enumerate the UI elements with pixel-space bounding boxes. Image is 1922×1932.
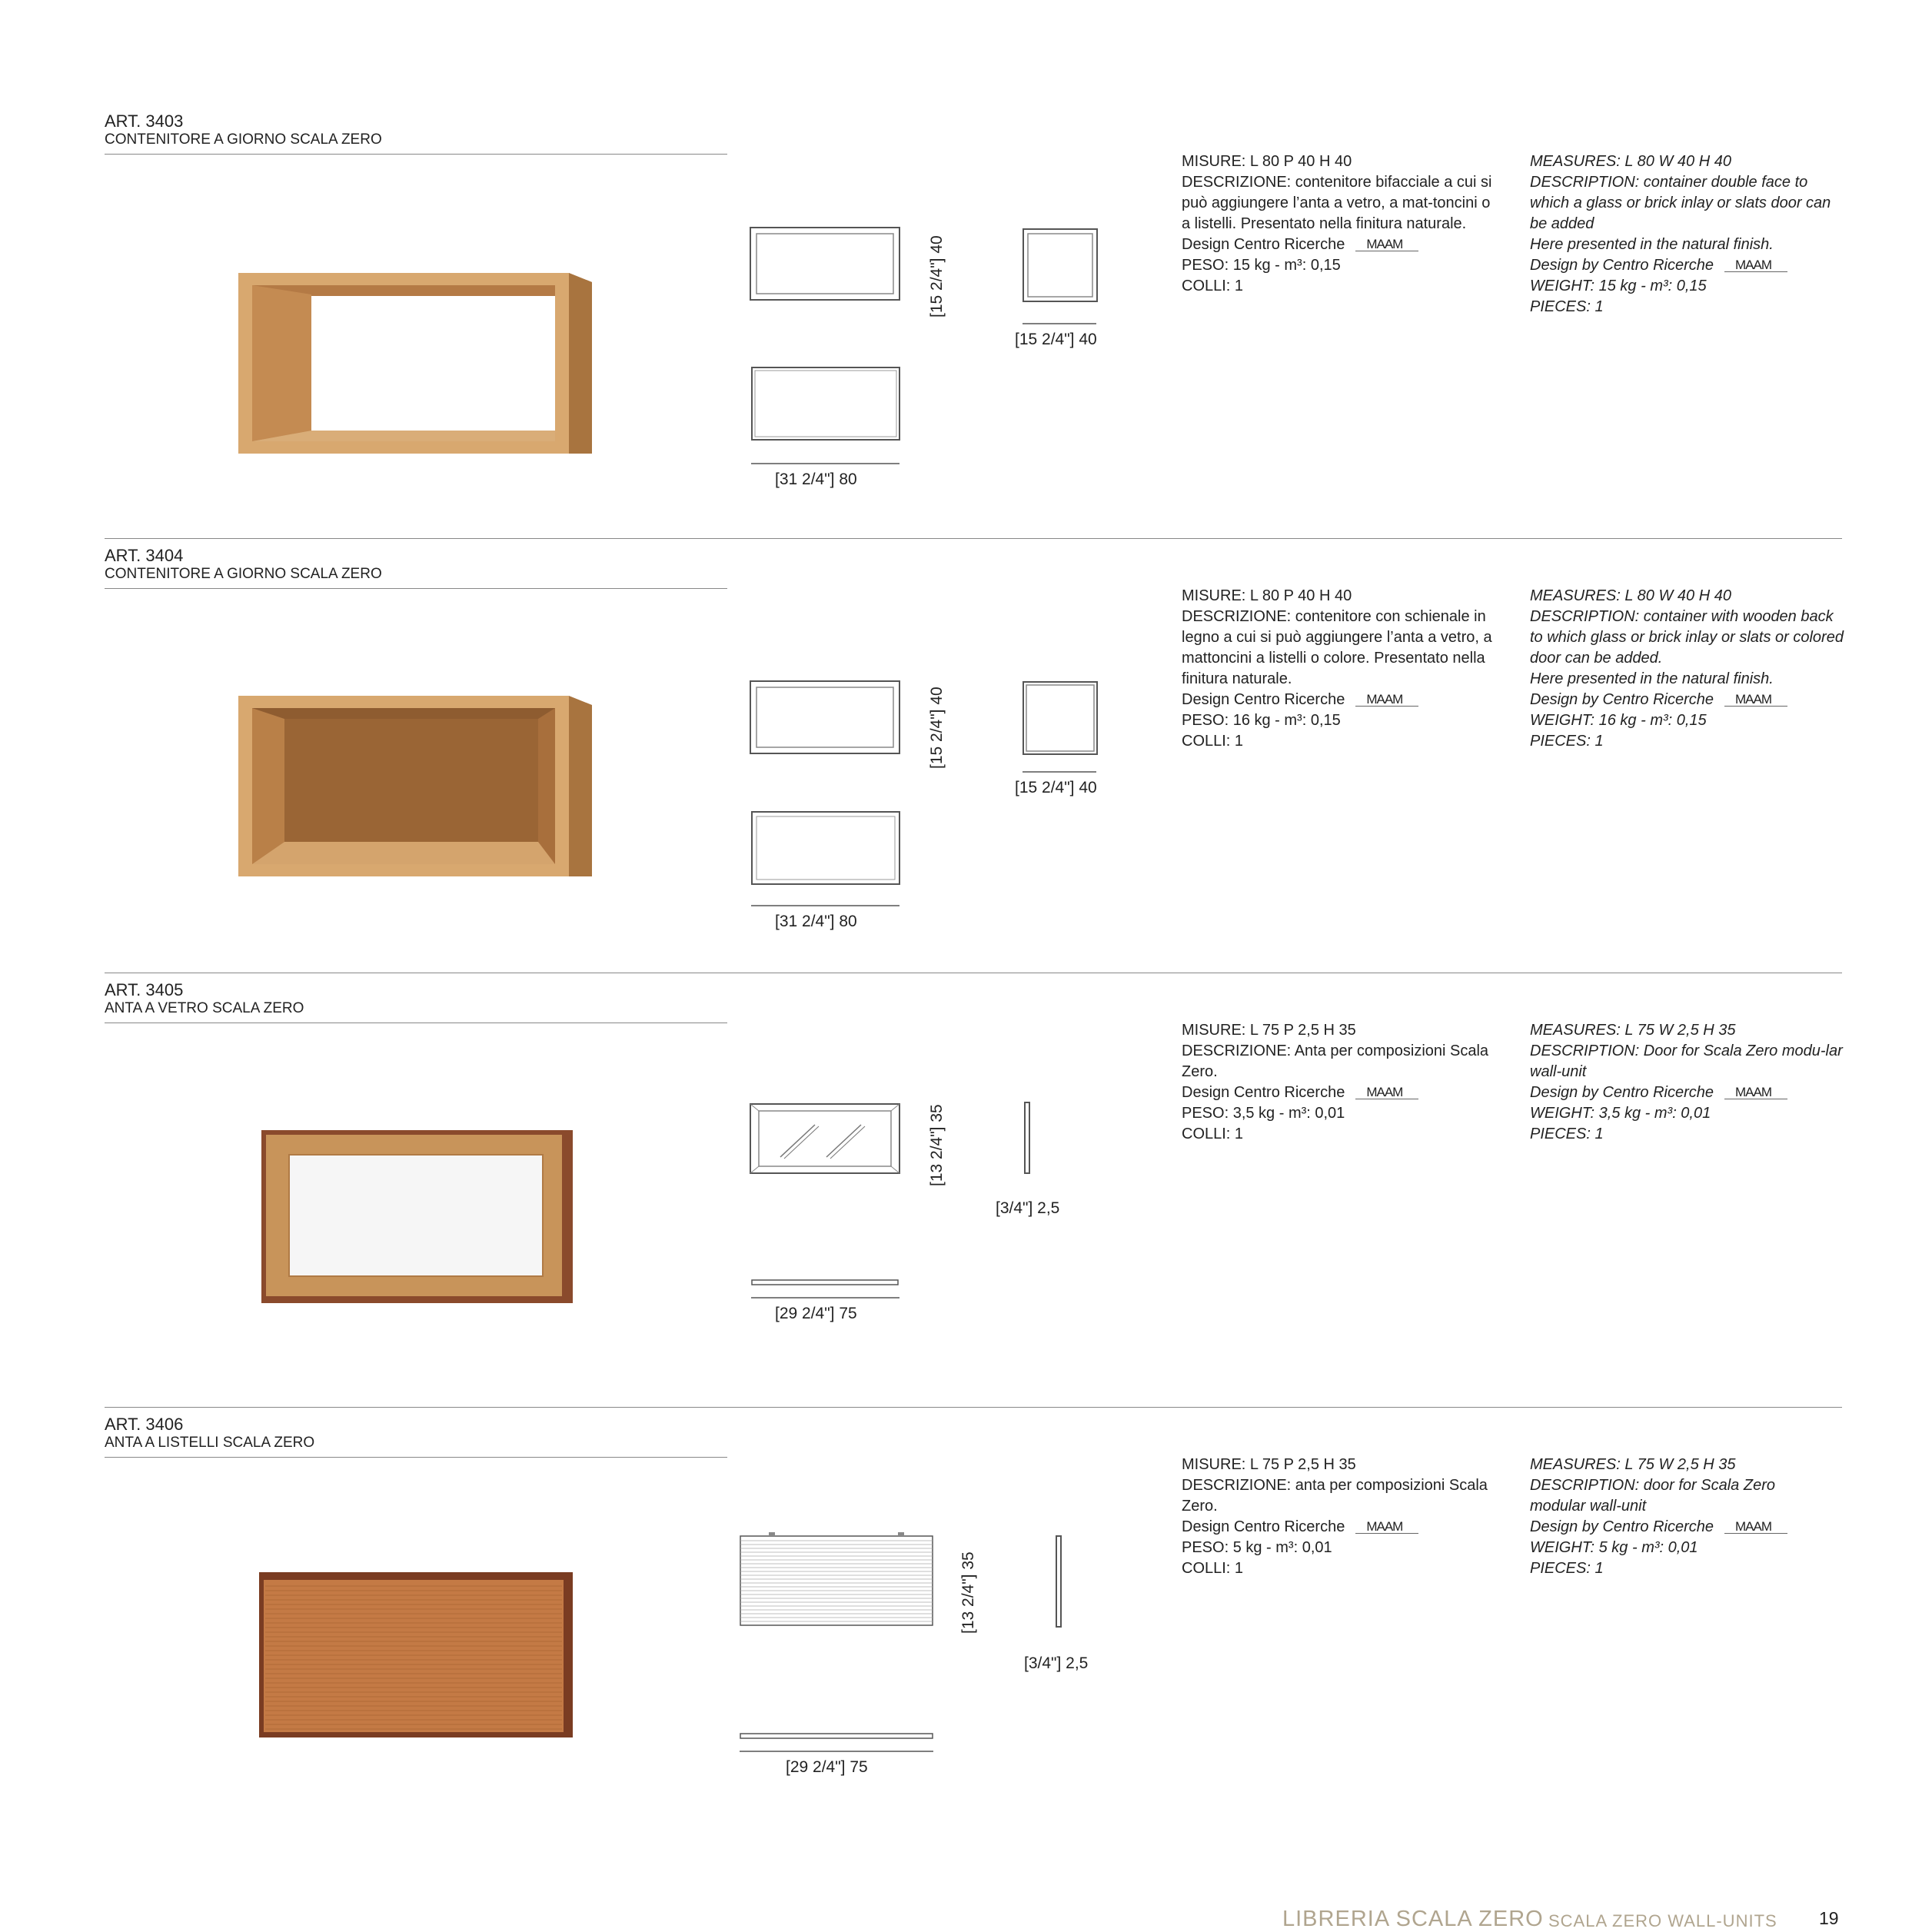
measures: MISURE: L 80 P 40 H 40	[1182, 587, 1352, 604]
footer-title: LIBRERIA SCALA ZERO	[1282, 1907, 1544, 1931]
section-divider	[105, 538, 1842, 539]
article-name: ANTA A LISTELLI SCALA ZERO	[105, 1435, 315, 1451]
maam-logo: MAAM	[1724, 1519, 1787, 1536]
designer: Design Centro Ricerche MAAM	[1182, 1517, 1505, 1538]
pieces: PIECES: 1	[1530, 298, 1604, 315]
designer: Design by Centro Ricerche MAAM	[1530, 1517, 1853, 1538]
width-dimension: [31 2/4"] 80	[775, 471, 857, 488]
description-text: DESCRIZIONE: contenitore bifacciale a cui si può aggiungere l’anta a vetro, a mat-toncini o a listelli. Presentato nella finitura naturale.	[1182, 174, 1492, 232]
description-text: DESCRIZIONE: contenitore con schienale in legno a cui si può aggiungere l’anta a vetro, a mattoncini a listelli o colore. Presentato nella finitura naturale.	[1182, 608, 1492, 687]
top-view-drawing	[751, 811, 905, 888]
weight: PESO: 5 kg - m³: 0,01	[1182, 1539, 1332, 1556]
top-view-drawing	[751, 1278, 905, 1290]
width-dimension: [29 2/4"] 75	[786, 1758, 868, 1776]
measures: MEASURES: L 75 W 2,5 H 35	[1530, 1022, 1736, 1039]
maam-logo: MAAM	[1724, 692, 1787, 709]
measures: MEASURES: L 80 W 40 H 40	[1530, 153, 1731, 170]
page-number: 19	[1819, 1908, 1839, 1928]
italian-description	[1182, 1020, 1505, 1145]
front-view-drawing	[750, 680, 903, 757]
product-photo-slats-door	[259, 1572, 573, 1737]
designer: Design by Centro Ricerche MAAM	[1530, 255, 1853, 276]
pieces: COLLI: 1	[1182, 278, 1244, 294]
pieces: PIECES: 1	[1530, 733, 1604, 750]
pieces: PIECES: 1	[1530, 1560, 1604, 1577]
front-view-slats-drawing	[740, 1530, 939, 1630]
article-number: ART. 3403	[105, 111, 184, 131]
side-view-drawing	[1053, 1530, 1069, 1630]
weight: PESO: 3,5 kg - m³: 0,01	[1182, 1105, 1345, 1122]
designer: Design Centro Ricerche MAAM	[1182, 1082, 1505, 1103]
measures: MEASURES: L 75 W 2,5 H 35	[1530, 1456, 1736, 1473]
front-view-drawing	[750, 1103, 903, 1180]
english-description	[1530, 151, 1853, 318]
description-text: DESCRIZIONE: anta per composizioni Scala Zero.	[1182, 1477, 1488, 1515]
side-view-drawing	[1023, 681, 1099, 758]
maam-logo: MAAM	[1724, 258, 1787, 274]
maam-logo: MAAM	[1355, 692, 1418, 709]
depth-dimension: [15 2/4"] 40	[1015, 779, 1097, 796]
pieces: PIECES: 1	[1530, 1126, 1604, 1142]
side-view-drawing	[1023, 228, 1099, 305]
width-dim-line	[751, 1297, 905, 1300]
weight: WEIGHT: 5 kg - m³: 0,01	[1530, 1539, 1698, 1556]
pieces: COLLI: 1	[1182, 1126, 1244, 1142]
finish-note: Here presented in the natural finish.	[1530, 236, 1774, 253]
designer: Design by Centro Ricerche MAAM	[1530, 690, 1853, 710]
designer: Design Centro Ricerche MAAM	[1182, 234, 1505, 255]
height-dimension: [15 2/4"] 40	[928, 235, 946, 318]
italian-description	[1182, 586, 1505, 752]
product-photo-open-container	[238, 273, 592, 454]
article-number: ART. 3405	[105, 980, 184, 999]
description-text: DESCRIZIONE: Anta per composizioni Scala Zero.	[1182, 1042, 1489, 1080]
width-dim-line	[751, 905, 905, 908]
english-description	[1530, 586, 1853, 752]
finish-note: Here presented in the natural finish.	[1530, 670, 1774, 687]
english-description	[1530, 1455, 1853, 1579]
section-divider	[105, 1407, 1842, 1408]
article-name: CONTENITORE A GIORNO SCALA ZERO	[105, 131, 382, 148]
weight: WEIGHT: 16 kg - m³: 0,15	[1530, 712, 1707, 729]
description-text: DESCRIPTION: container double face to which a glass or brick inlay or slats door can be added	[1530, 174, 1831, 232]
width-dim-line	[740, 1751, 939, 1754]
product-photo-glass-door	[261, 1130, 573, 1303]
article-number: ART. 3404	[105, 546, 184, 565]
top-view-drawing	[740, 1731, 939, 1744]
measures: MISURE: L 80 P 40 H 40	[1182, 153, 1352, 170]
maam-logo: MAAM	[1355, 237, 1418, 254]
title-rule	[105, 1457, 727, 1458]
front-view-drawing	[750, 227, 903, 304]
article-number: ART. 3406	[105, 1415, 184, 1434]
title-rule	[105, 154, 727, 155]
side-view-drawing	[1023, 1102, 1038, 1179]
height-dimension: [13 2/4"] 35	[959, 1551, 977, 1634]
designer: Design Centro Ricerche MAAM	[1182, 690, 1505, 710]
weight: WEIGHT: 3,5 kg - m³: 0,01	[1530, 1105, 1711, 1122]
weight: PESO: 15 kg - m³: 0,15	[1182, 257, 1341, 274]
maam-logo: MAAM	[1724, 1085, 1787, 1102]
width-dim-line	[751, 463, 905, 466]
product-photo-backed-container	[238, 696, 592, 876]
description-text: DESCRIPTION: container with wooden back to which glass or brick inlay or slats or colored door can be added.	[1530, 608, 1844, 667]
depth-dim-line	[1023, 323, 1099, 326]
designer: Design by Centro Ricerche MAAM	[1530, 1082, 1853, 1103]
description-text: DESCRIPTION: door for Scala Zero modular wall-unit	[1530, 1477, 1775, 1515]
english-description	[1530, 1020, 1853, 1145]
depth-dim-line	[1023, 771, 1099, 774]
height-dimension: [13 2/4"] 35	[928, 1104, 946, 1186]
height-dimension: [15 2/4"] 40	[928, 687, 946, 769]
measures: MEASURES: L 80 W 40 H 40	[1530, 587, 1731, 604]
measures: MISURE: L 75 P 2,5 H 35	[1182, 1456, 1356, 1473]
italian-description	[1182, 151, 1505, 297]
maam-logo: MAAM	[1355, 1085, 1418, 1102]
article-name: CONTENITORE A GIORNO SCALA ZERO	[105, 566, 382, 582]
width-dimension: [29 2/4"] 75	[775, 1305, 857, 1322]
description-text: DESCRIPTION: Door for Scala Zero modu-lar wall-unit	[1530, 1042, 1843, 1080]
weight: WEIGHT: 15 kg - m³: 0,15	[1530, 278, 1707, 294]
pieces: COLLI: 1	[1182, 1560, 1244, 1577]
italian-description	[1182, 1455, 1505, 1579]
article-name: ANTA A VETRO SCALA ZERO	[105, 1000, 304, 1016]
measures: MISURE: L 75 P 2,5 H 35	[1182, 1022, 1356, 1039]
top-view-drawing	[751, 367, 905, 444]
pieces: COLLI: 1	[1182, 733, 1244, 750]
footer-subtitle: SCALA ZERO WALL-UNITS	[1548, 1911, 1777, 1930]
depth-dimension: [15 2/4"] 40	[1015, 331, 1097, 348]
depth-dimension: [3/4"] 2,5	[1024, 1654, 1089, 1672]
title-rule	[105, 588, 727, 589]
depth-dimension: [3/4"] 2,5	[996, 1199, 1060, 1217]
weight: PESO: 16 kg - m³: 0,15	[1182, 712, 1341, 729]
maam-logo: MAAM	[1355, 1519, 1418, 1536]
width-dimension: [31 2/4"] 80	[775, 913, 857, 930]
